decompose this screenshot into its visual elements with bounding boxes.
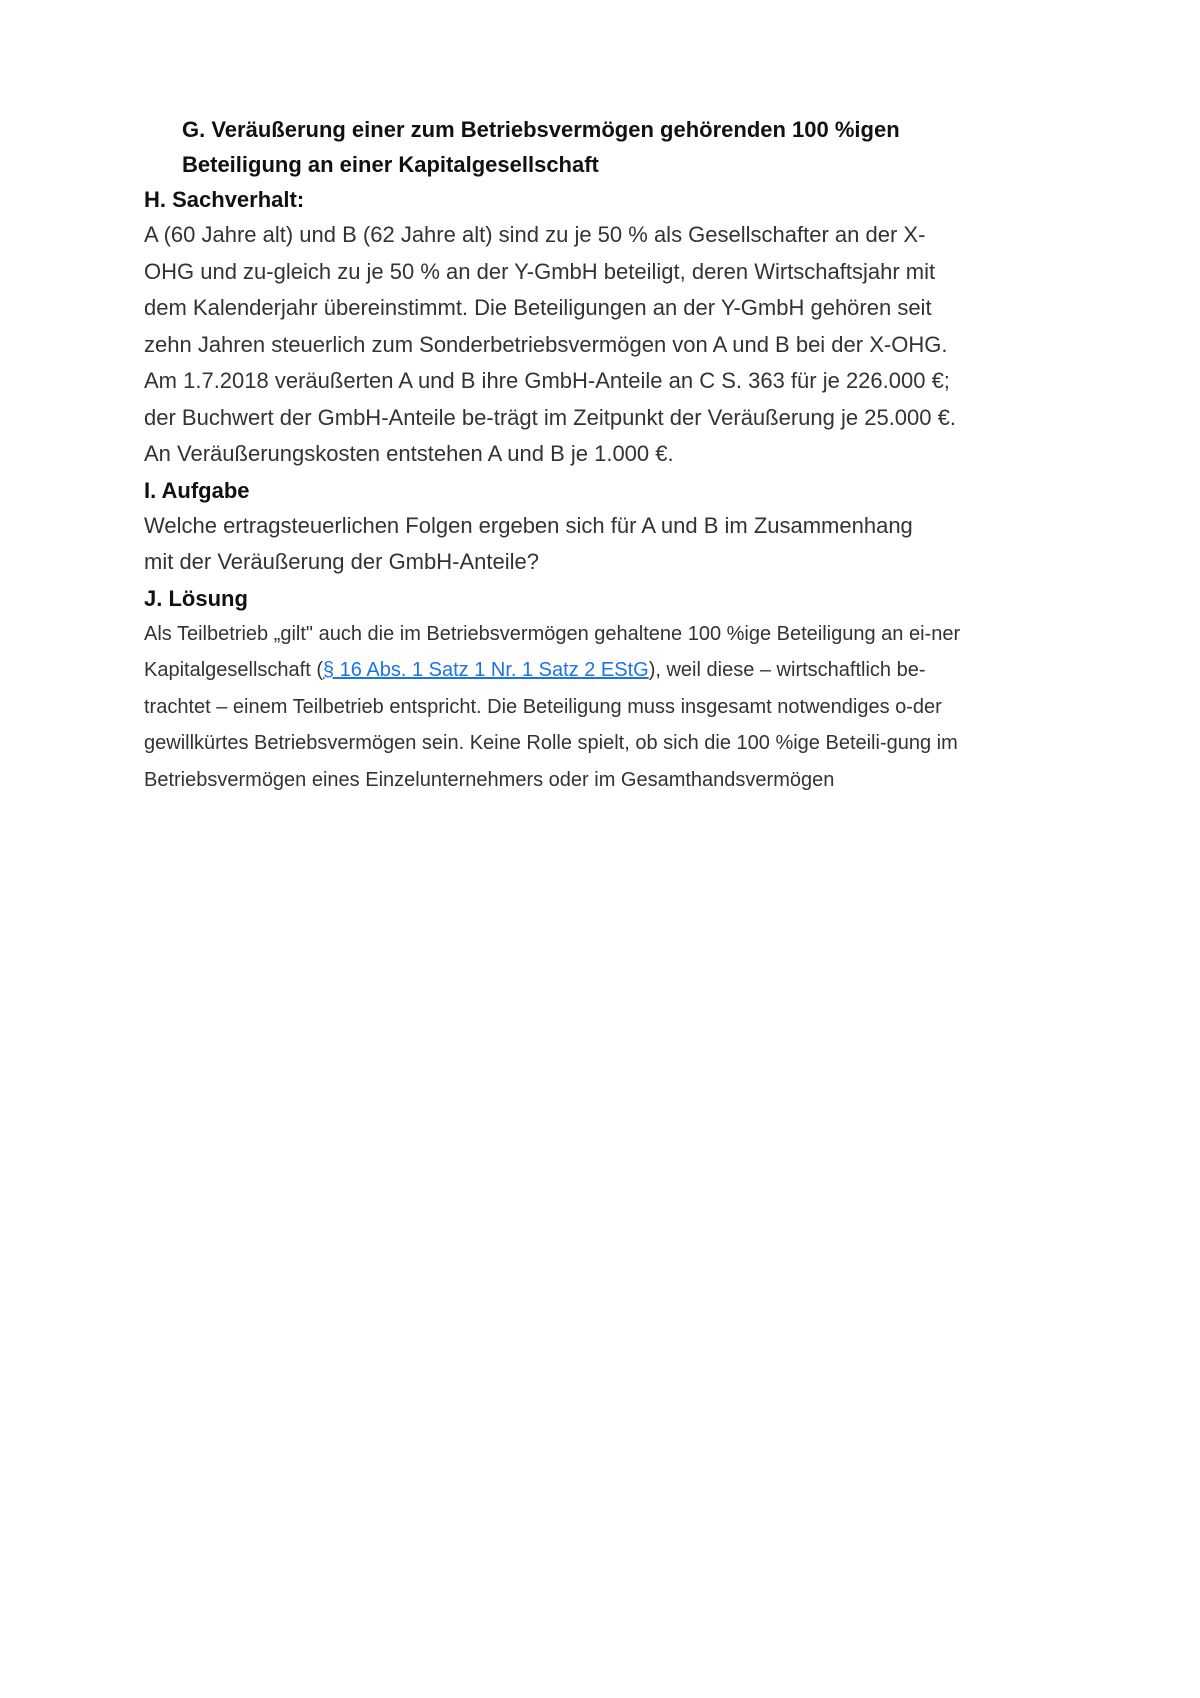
section-i — [144, 473, 1064, 581]
section-i-line: Welche ertragsteuerlichen Folgen ergeben sich für A und B im Zusammenhang — [144, 512, 913, 538]
section-j — [144, 581, 1064, 799]
section-h-title: H. Sachverhalt: — [144, 187, 305, 212]
section-j-line2-after: ), weil diese – wirtschaftlich be- — [648, 659, 926, 681]
section-g-title-line2: Beteiligung an einer Kapitalgesellschaft — [182, 152, 599, 177]
section-j-line: Als Teilbetrieb „gilt" auch die im Betriebsvermögen gehaltene 100 %ige Beteiligung an ei-ner — [144, 622, 961, 645]
section-h-line: A (60 Jahre alt) und B (62 Jahre alt) sind zu je 50 % als Gesellschafter an der X- — [144, 222, 926, 247]
section-h-line: dem Kalenderjahr übereinstimmt. Die Beteiligungen an der Y-GmbH gehören seit — [144, 295, 932, 320]
section-i-line: mit der Veräußerung der GmbH-Anteile? — [144, 549, 539, 574]
section-g-title-line1: G. Veräußerung einer zum Betriebsvermögen gehörenden 100 %igen — [182, 117, 900, 142]
section-i-title: I. Aufgabe — [144, 477, 250, 503]
estg-paragraph-link[interactable]: § 16 Abs. 1 Satz 1 Nr. 1 Satz 2 EStG — [322, 659, 649, 681]
section-h-line: zehn Jahren steuerlich zum Sonderbetriebsvermögen von A und B bei der X-OHG. — [144, 331, 948, 357]
section-j-title: J. Lösung — [144, 585, 248, 611]
section-h-line: An Veräußerungskosten entstehen A und B je 1.000 €. — [144, 441, 674, 466]
section-h-line: der Buchwert der GmbH-Anteile be-trägt im Zeitpunkt der Veräußerung je 25.000 €. — [144, 404, 956, 430]
section-j-line: Betriebsvermögen eines Einzelunternehmers oder im Gesamthandsvermögen — [144, 768, 835, 791]
section-h — [144, 182, 1064, 473]
document-page — [144, 112, 1064, 798]
section-h-line: OHG und zu-gleich zu je 50 % an der Y-GmbH beteiligt, deren Wirtschaftsjahr mit — [144, 258, 936, 284]
section-j-line: gewillkürtes Betriebsvermögen sein. Keine Rolle spielt, ob sich die 100 %ige Beteili-gung im — [144, 732, 958, 754]
section-j-line: trachtet – einem Teilbetrieb entspricht. Die Beteiligung muss insgesamt notwendiges o-der — [144, 695, 942, 718]
section-j-line-with-link — [144, 652, 1064, 689]
section-g-heading — [144, 112, 1064, 182]
section-h-line: Am 1.7.2018 veräußerten A und B ihre GmbH-Anteile an C S. 363 für je 226.000 €; — [144, 368, 950, 393]
section-j-line2-before: Kapitalgesellschaft ( — [144, 659, 323, 681]
